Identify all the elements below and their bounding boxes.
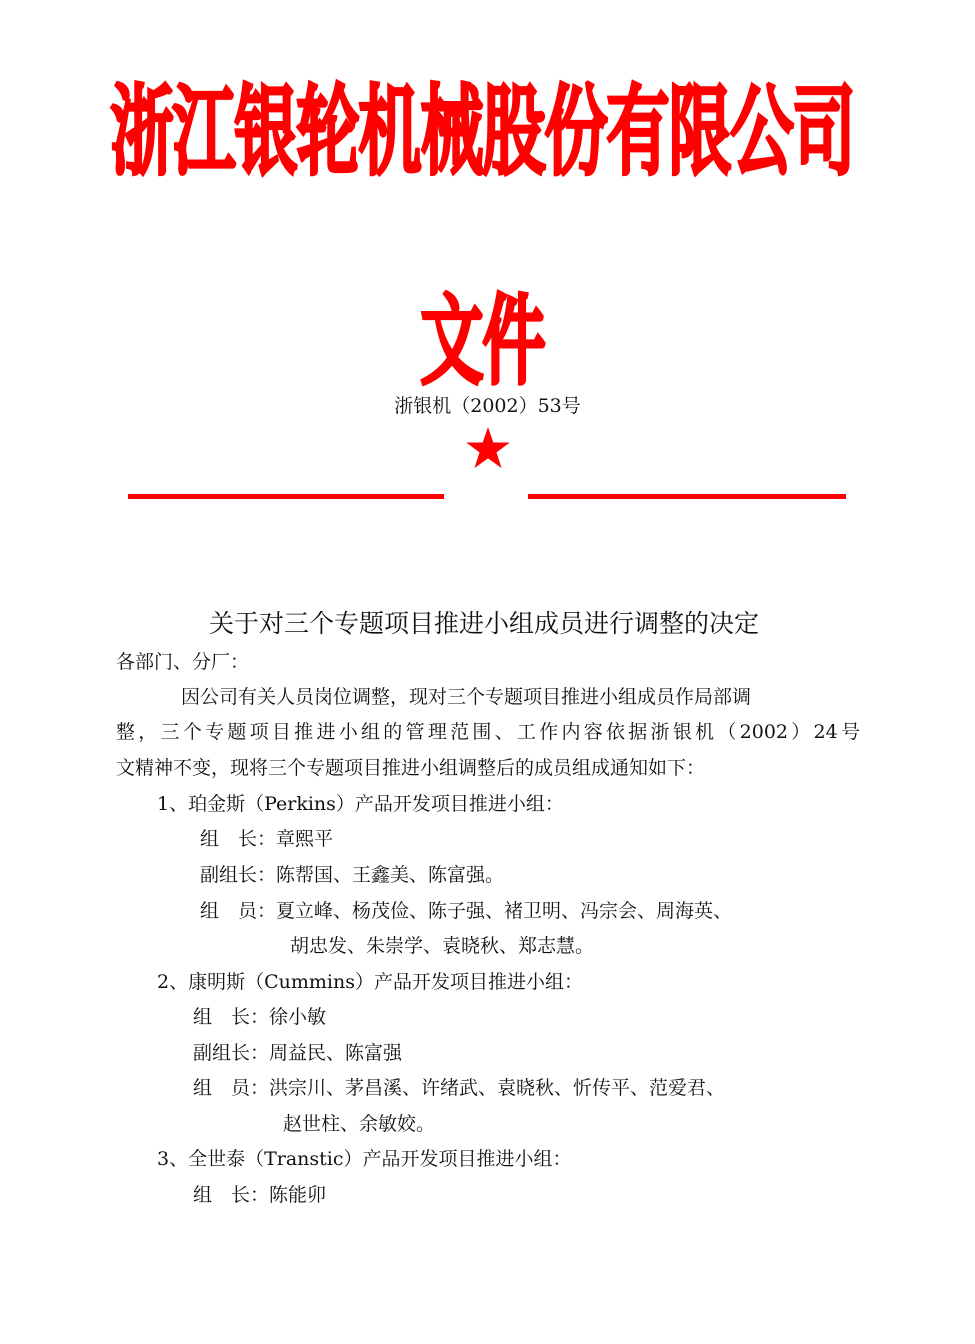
group-1-members-line-1: 组 员：夏立峰、杨茂俭、陈子强、褚卫明、冯宗会、周海英、 [200,900,733,922]
group-2-leader: 组 长：徐小敏 [193,1006,327,1028]
letterhead-title: 浙江银轮机械股份有限公司文件 [110,75,855,399]
body-paragraph-line-2: 整，三个专题项目推进小组的管理范围、工作内容依据浙银机（2002）24号 [116,721,860,743]
group-1-leader: 组 长：章熙平 [200,828,334,850]
group-1-deputy: 副组长：陈帮国、王鑫美、陈富强。 [200,864,505,886]
header-rule-right [528,494,846,499]
header-rule-left [128,494,444,499]
group-2-members-line-1: 组 员：洪宗川、茅昌溪、许绪武、袁晓秋、忻传平、范爱君、 [193,1077,726,1099]
group-3-leader: 组 长：陈能卯 [193,1184,327,1206]
group-1-heading: 1、珀金斯（Perkins）产品开发项目推进小组： [157,793,564,815]
body-paragraph-line-3: 文精神不变，现将三个专题项目推进小组调整后的成员组成通知如下： [116,757,706,779]
letterhead-banner [105,75,860,399]
salutation: 各部门、分厂： [116,651,250,673]
body-paragraph-line-1: 因公司有关人员岗位调整，现对三个专题项目推进小组成员作局部调 [181,686,752,708]
document-title: 关于对三个专题项目推进小组成员进行调整的决定 [208,609,759,638]
group-1-members-line-2: 胡忠发、朱崇学、袁晓秋、郑志慧。 [290,935,595,957]
group-2-heading: 2、康明斯（Cummins）产品开发项目推进小组： [157,971,583,993]
group-2-deputy: 副组长：周益民、陈富强 [193,1042,403,1064]
document-number: 浙银机（2002）53号 [394,395,581,417]
group-3-heading: 3、全世泰（Transtic）产品开发项目推进小组： [157,1148,572,1170]
star-icon [465,426,511,470]
group-2-members-line-2: 赵世柱、余敏姣。 [283,1113,436,1135]
